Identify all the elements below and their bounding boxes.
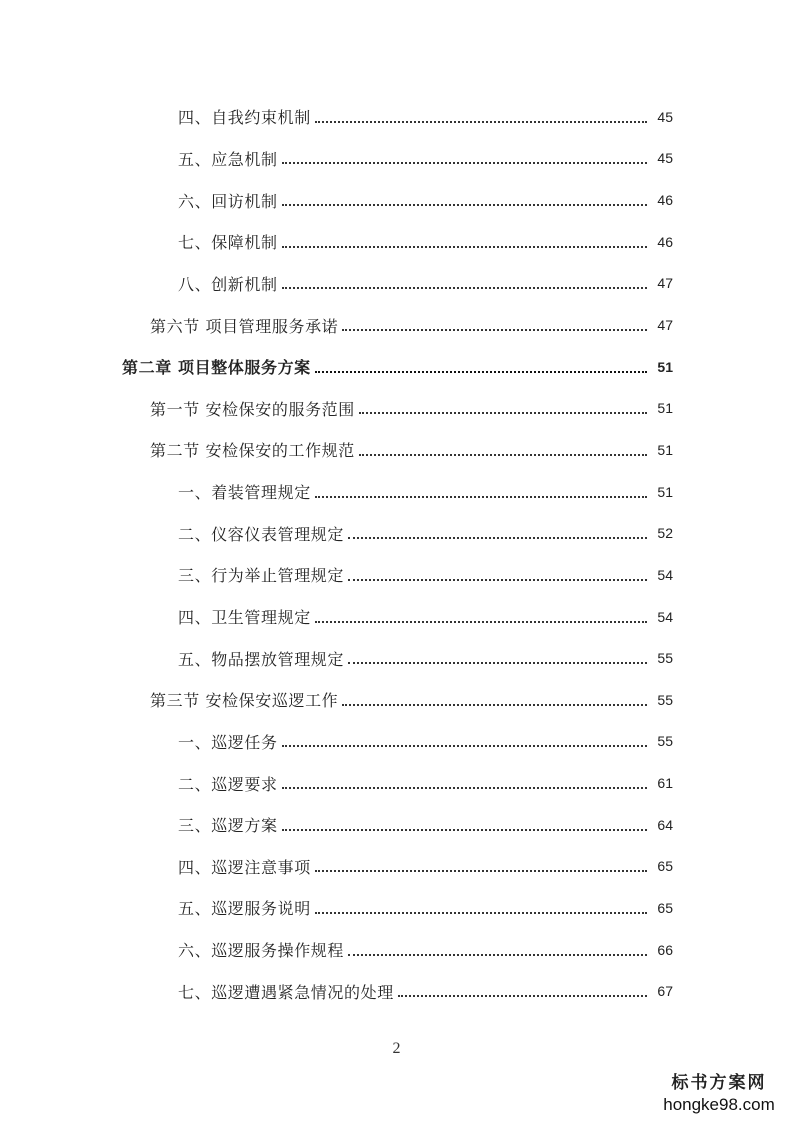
toc-entry-page-number: 47 — [657, 317, 673, 334]
toc-entry-title: 第六节 项目管理服务承诺 — [150, 316, 339, 336]
toc-dot-leader — [348, 662, 647, 664]
toc-entry[interactable] — [0, 96, 793, 138]
toc-entry[interactable] — [0, 804, 793, 846]
table-of-contents — [0, 96, 793, 1012]
toc-entry[interactable] — [0, 429, 793, 471]
toc-entry[interactable] — [0, 471, 793, 513]
watermark-logo — [659, 1068, 779, 1115]
toc-entry-title: 七、保障机制 — [178, 233, 278, 253]
toc-entry-title: 三、巡逻方案 — [178, 816, 278, 836]
toc-entry[interactable] — [0, 221, 793, 263]
toc-entry[interactable] — [0, 637, 793, 679]
toc-entry-title: 八、创新机制 — [178, 274, 278, 294]
toc-dot-leader — [315, 621, 647, 623]
toc-dot-leader — [282, 204, 647, 206]
toc-dot-leader — [398, 995, 647, 997]
toc-entry[interactable] — [0, 929, 793, 971]
toc-entry-title: 五、巡逻服务说明 — [178, 899, 311, 919]
toc-entry-title: 四、巡逻注意事项 — [178, 857, 311, 877]
toc-dot-leader — [342, 329, 647, 331]
toc-entry-page-number: 66 — [657, 941, 673, 958]
toc-entry-page-number: 65 — [657, 858, 673, 875]
toc-entry-page-number: 51 — [657, 483, 673, 500]
toc-entry-title: 四、自我约束机制 — [178, 108, 311, 128]
toc-entry-title: 二、巡逻要求 — [178, 774, 278, 794]
toc-entry[interactable] — [0, 304, 793, 346]
toc-dot-leader — [282, 246, 647, 248]
toc-dot-leader — [342, 704, 647, 706]
toc-entry-page-number: 46 — [657, 192, 673, 209]
toc-entry-title: 第三节 安检保安巡逻工作 — [150, 691, 339, 711]
toc-dot-leader — [315, 496, 647, 498]
toc-entry-title: 二、仪容仪表管理规定 — [178, 524, 345, 544]
toc-entry-page-number: 52 — [657, 525, 673, 542]
toc-entry-page-number: 65 — [657, 899, 673, 916]
toc-entry-page-number: 51 — [657, 400, 673, 417]
toc-entry-page-number: 45 — [657, 150, 673, 167]
toc-entry[interactable] — [0, 263, 793, 305]
toc-entry-page-number: 61 — [657, 775, 673, 792]
toc-entry-page-number: 47 — [657, 275, 673, 292]
toc-entry[interactable] — [0, 887, 793, 929]
toc-dot-leader — [282, 162, 647, 164]
toc-entry[interactable] — [0, 762, 793, 804]
toc-entry[interactable] — [0, 721, 793, 763]
toc-entry-page-number: 51 — [657, 441, 673, 458]
toc-entry-title: 五、应急机制 — [178, 149, 278, 169]
toc-entry-title: 第二节 安检保安的工作规范 — [150, 441, 355, 461]
toc-entry-page-number: 46 — [657, 233, 673, 250]
toc-entry[interactable] — [0, 346, 793, 388]
toc-entry-title: 三、行为举止管理规定 — [178, 566, 345, 586]
toc-entry[interactable] — [0, 679, 793, 721]
toc-entry[interactable] — [0, 179, 793, 221]
toc-entry[interactable] — [0, 596, 793, 638]
toc-dot-leader — [315, 371, 647, 373]
toc-dot-leader — [315, 870, 647, 872]
toc-dot-leader — [282, 829, 647, 831]
toc-entry-title: 六、巡逻服务操作规程 — [178, 941, 345, 961]
toc-entry-page-number: 55 — [657, 650, 673, 667]
toc-entry[interactable] — [0, 512, 793, 554]
toc-dot-leader — [315, 912, 647, 914]
toc-entry-page-number: 55 — [657, 691, 673, 708]
toc-entry[interactable] — [0, 970, 793, 1012]
toc-dot-leader — [282, 787, 647, 789]
watermark-chinese-text: 标书方案网 — [671, 1073, 767, 1093]
toc-entry-title: 六、回访机制 — [178, 191, 278, 211]
toc-entry-page-number: 54 — [657, 608, 673, 625]
toc-entry[interactable] — [0, 554, 793, 596]
toc-entry[interactable] — [0, 138, 793, 180]
toc-dot-leader — [315, 121, 647, 123]
toc-entry-page-number: 54 — [657, 566, 673, 583]
toc-entry[interactable] — [0, 846, 793, 888]
toc-entry-title: 第一节 安检保安的服务范围 — [150, 399, 355, 419]
toc-entry-page-number: 51 — [657, 358, 673, 375]
toc-entry-page-number: 67 — [657, 983, 673, 1000]
toc-dot-leader — [282, 745, 647, 747]
toc-dot-leader — [282, 287, 647, 289]
toc-entry-title: 第二章 项目整体服务方案 — [122, 358, 311, 378]
toc-dot-leader — [348, 954, 647, 956]
toc-dot-leader — [359, 412, 647, 414]
toc-dot-leader — [348, 579, 647, 581]
toc-entry-title: 一、着装管理规定 — [178, 483, 311, 503]
toc-dot-leader — [359, 454, 647, 456]
toc-entry-page-number: 64 — [657, 816, 673, 833]
toc-dot-leader — [348, 537, 647, 539]
watermark-url: hongke98.com — [663, 1095, 775, 1114]
toc-entry-title: 四、卫生管理规定 — [178, 608, 311, 627]
toc-entry-title: 七、巡逻遭遇紧急情况的处理 — [178, 982, 394, 1002]
toc-entry[interactable] — [0, 387, 793, 429]
toc-entry-page-number: 55 — [657, 733, 673, 750]
toc-entry-page-number: 45 — [657, 108, 673, 125]
page-number: 2 — [392, 1040, 401, 1057]
toc-entry-title: 一、巡逻任务 — [178, 732, 278, 752]
toc-entry-title: 五、物品摆放管理规定 — [178, 649, 345, 669]
